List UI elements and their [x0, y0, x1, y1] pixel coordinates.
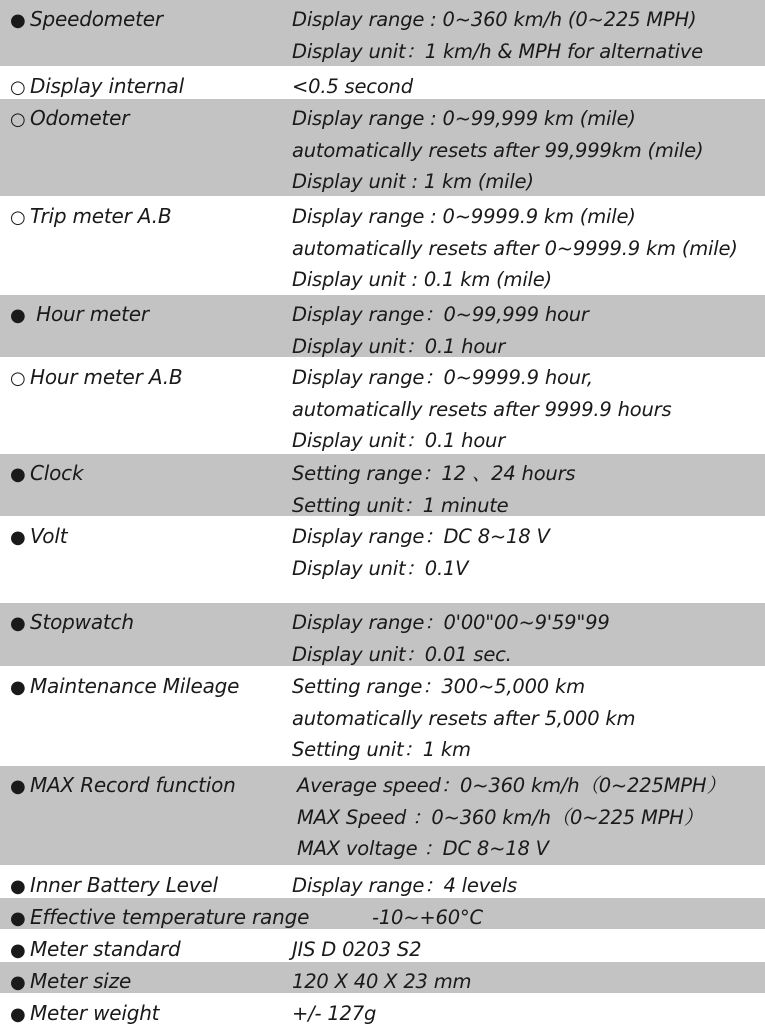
spec-values — [297, 770, 726, 865]
spec-label-text: Odometer — [30, 106, 130, 130]
spec-value-line: Setting range：12 、24 hours — [292, 462, 576, 485]
spec-value-line: Display range：0~9999.9 hour, — [292, 366, 593, 389]
spec-label — [10, 671, 239, 703]
spec-value-line: -10~+60°C — [372, 906, 483, 929]
spec-row — [0, 98, 765, 196]
spec-value-line: Display unit : 0.1 km (mile) — [292, 268, 552, 291]
spec-value-line: Display range : 0~360 km/h (0~225 MPH) — [292, 8, 697, 31]
spec-value-line: Setting unit：1 km — [292, 738, 471, 761]
spec-value-line: 120 X 40 X 23 mm — [292, 970, 472, 993]
spec-row — [0, 0, 765, 66]
spec-label — [10, 201, 171, 233]
spec-row — [0, 357, 765, 453]
spec-label — [10, 770, 236, 802]
spec-row — [0, 897, 765, 929]
spec-values — [292, 671, 635, 766]
spec-value-line: Display unit：0.1V — [292, 556, 469, 580]
filled-bullet-icon: ● — [10, 527, 26, 548]
spec-label-text: MAX Record function — [30, 773, 236, 797]
spec-values — [292, 4, 703, 67]
spec-row — [0, 453, 765, 516]
spec-label-text: Hour meter A.B — [30, 365, 183, 389]
hollow-bullet-icon: ○ — [10, 368, 26, 389]
spec-value-line: automatically resets after 5,000 km — [292, 706, 636, 730]
spec-values — [292, 607, 610, 670]
filled-bullet-icon: ● — [10, 940, 26, 961]
spec-row — [0, 765, 765, 865]
spec-value-line: Display range：4 levels — [292, 874, 518, 897]
spec-label-text: Trip meter A.B — [30, 204, 172, 228]
spec-label-text: Display internal — [30, 74, 184, 98]
filled-bullet-icon: ● — [10, 305, 26, 326]
filled-bullet-icon: ● — [10, 908, 26, 929]
spec-row — [0, 196, 765, 294]
spec-label-text: Maintenance Mileage — [30, 674, 240, 698]
spec-values — [292, 299, 589, 362]
spec-values — [292, 201, 738, 296]
spec-value-line: Display unit：0.1 hour — [292, 429, 506, 452]
spec-label-text: Meter weight — [30, 1001, 160, 1025]
spec-label-text: Stopwatch — [30, 610, 134, 634]
filled-bullet-icon: ● — [10, 10, 26, 31]
spec-label — [10, 4, 163, 36]
spec-label — [10, 607, 134, 639]
spec-label — [10, 998, 159, 1030]
spec-value-line: +/- 127g — [292, 1002, 377, 1025]
spec-value-line: <0.5 second — [292, 75, 413, 98]
spec-value-line: Display unit：1 km/h & MPH for alternative — [292, 39, 703, 63]
spec-value-line: MAX Speed ：0~360 km/h（0~225 MPH） — [297, 805, 703, 829]
spec-value-line: JIS D 0203 S2 — [292, 938, 422, 961]
hollow-bullet-icon: ○ — [10, 109, 26, 130]
spec-label-text: Effective temperature range — [30, 905, 310, 929]
spec-row — [0, 929, 765, 961]
spec-value-line: Display range：0~99,999 hour — [292, 303, 589, 326]
filled-bullet-icon: ● — [10, 876, 26, 897]
spec-label-text: Speedometer — [30, 7, 163, 31]
spec-value-line: Display range : 0~9999.9 km (mile) — [292, 205, 636, 228]
spec-value-line: Setting unit：1 minute — [292, 493, 509, 517]
spec-value-line: automatically resets after 9999.9 hours — [292, 397, 672, 421]
spec-values — [292, 458, 575, 521]
spec-row — [0, 294, 765, 357]
spec-row — [0, 516, 765, 602]
spec-values — [292, 362, 671, 457]
spec-values — [292, 998, 376, 1030]
spec-label — [10, 362, 182, 394]
spec-row — [0, 865, 765, 897]
hollow-bullet-icon: ○ — [10, 77, 26, 98]
spec-values — [292, 103, 703, 198]
spec-value-line: Average speed：0~360 km/h（0~225MPH） — [297, 774, 726, 797]
spec-label-text: Meter standard — [30, 937, 181, 961]
spec-label-text: Meter size — [30, 969, 132, 993]
spec-label-text: Inner Battery Level — [30, 873, 218, 897]
spec-value-line: Display unit : 1 km (mile) — [292, 170, 534, 193]
spec-label — [10, 103, 129, 135]
filled-bullet-icon: ● — [10, 613, 26, 634]
filled-bullet-icon: ● — [10, 677, 26, 698]
spec-row — [0, 961, 765, 993]
spec-value-line: Display range：0'00"00~9'59"99 — [292, 611, 610, 634]
spec-label — [10, 458, 83, 490]
spec-label — [10, 299, 149, 331]
spec-values — [292, 521, 550, 584]
spec-value-line: Display range：DC 8~18 V — [292, 525, 550, 548]
spec-value-line: MAX voltage ：DC 8~18 V — [297, 837, 549, 860]
filled-bullet-icon: ● — [10, 776, 26, 797]
spec-value-line: automatically resets after 0~9999.9 km (mile) — [292, 236, 738, 260]
spec-row — [0, 993, 765, 1027]
spec-row — [0, 666, 765, 765]
filled-bullet-icon: ● — [10, 464, 26, 485]
spec-value-line: Setting range：300~5,000 km — [292, 675, 585, 698]
spec-label-text: Volt — [30, 524, 68, 548]
spec-value-line: automatically resets after 99,999km (mile) — [292, 138, 704, 162]
spec-value-line: Display unit：0.01 sec. — [292, 642, 512, 666]
hollow-bullet-icon: ○ — [10, 207, 26, 228]
filled-bullet-icon: ● — [10, 1004, 26, 1025]
spec-label-text: Clock — [30, 461, 84, 485]
spec-label — [10, 521, 67, 553]
spec-label-text: Hour meter — [30, 302, 149, 326]
spec-row — [0, 66, 765, 98]
filled-bullet-icon: ● — [10, 972, 26, 993]
spec-row — [0, 602, 765, 666]
spec-value-line: Display range : 0~99,999 km (mile) — [292, 107, 636, 130]
spec-value-line: Display unit：0.1 hour — [292, 334, 506, 358]
